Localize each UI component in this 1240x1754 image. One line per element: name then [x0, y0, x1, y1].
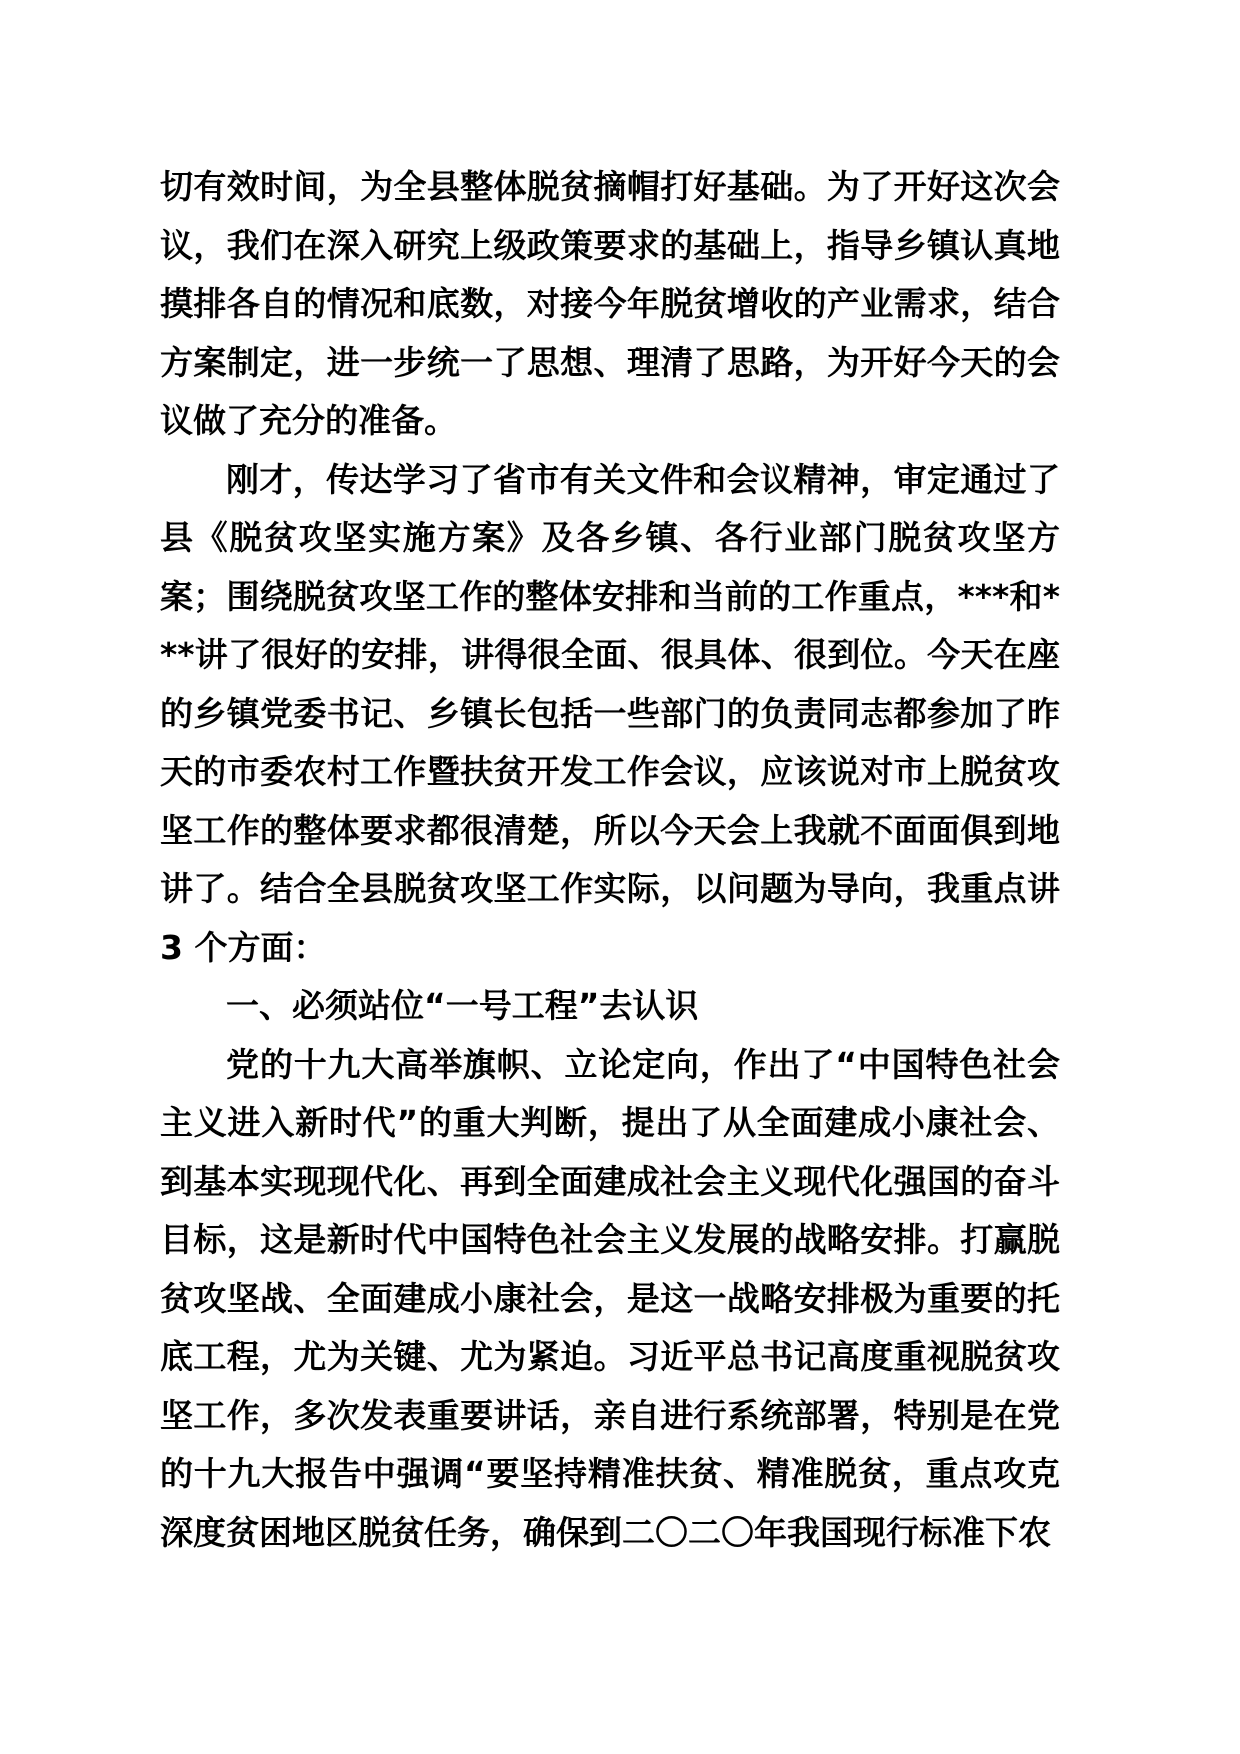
section-heading: 一、必须站位“一号工程”去认识 — [226, 986, 699, 1025]
paragraph-2: 刚才，传达学习了省市有关文件和会议精神，审定通过了县《脱贫攻坚实施方案》及各乡镇、各行业部门脱贫攻坚方案；围绕脱贫攻坚工作的整体安排和当前的工作重点，***和***讲了很好的安排，讲得很全面、很具体、很到位。今天在座的乡镇党委书记、乡镇长包括一些部门的负责同志都参加了昨天的市委农村工作暨扶贫开发工作会议，应该说对市上脱贫攻坚工作的整体要求都很清楚，所以今天会上我就不面面俱到地讲了。结合全县脱贫攻坚工作实际，以问题为导向，我重点讲 3 个方面： — [160, 459, 1060, 967]
paragraph-3: 党的十九大高举旗帜、立论定向，作出了“中国特色社会主义进入新时代”的重大判断，提出了从全面建成小康社会、到基本实现现代化、再到全面建成社会主义现代化强国的奋斗目标，这是新时代中国特色社会主义发展的战略安排。打赢脱贫攻坚战、全面建成小康社会，是这一战略安排极为重要的托底工程，尤为关键、尤为紧迫。习近平总书记高度重视脱贫攻坚工作，多次发表重要讲话，亲自进行系统部署，特别是在党的十九大报告中强调“要坚持精准扶贫、精准脱贫，重点攻克深度贫困地区脱贫任务，确保到二〇二〇年我国现行标准下农 — [160, 1044, 1060, 1552]
paragraph-1: 切有效时间，为全县整体脱贫摘帽打好基础。为了开好这次会议，我们在深入研究上级政策要求的基础上，指导乡镇认真地摸排各自的情况和底数，对接今年脱贫增收的产业需求，结合方案制定，进一步统一了思想、理清了思路，为开好今天的会议做了充分的准备。 — [160, 167, 1060, 440]
document-body — [160, 158, 1060, 1562]
